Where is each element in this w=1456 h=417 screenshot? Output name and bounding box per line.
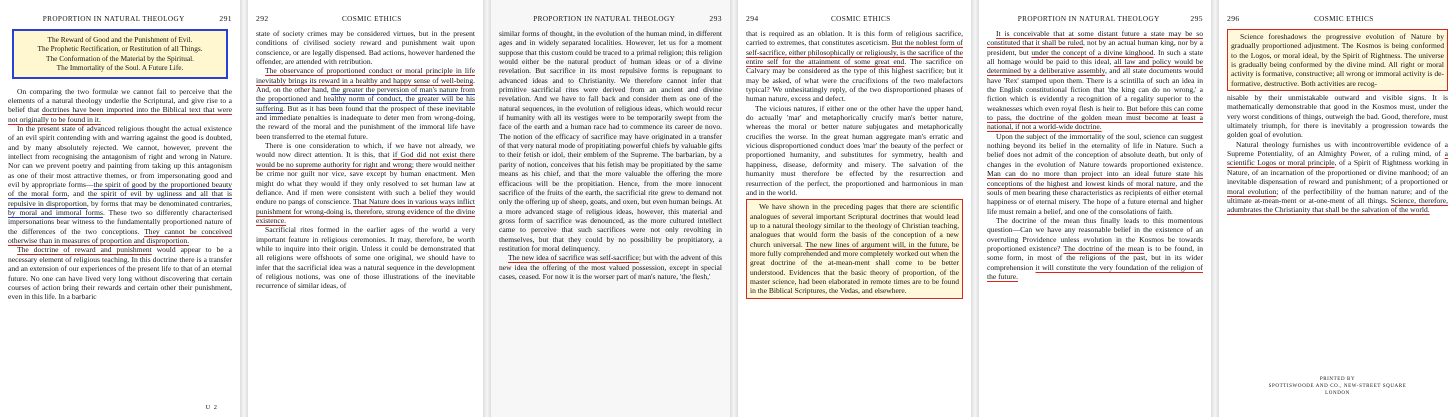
page-body [499,29,722,281]
page-body [256,29,475,291]
running-header-title: PROPORTION IN NATURAL THEOLOGY [42,15,185,23]
page-293 [491,0,730,417]
red-underlined-text: The new idea of sacrifice was self-sacrifice [508,253,639,263]
running-header [746,14,963,23]
paragraph [8,124,232,245]
text-run: We have shown in the preceding pages that there are scientific analogues of several important Scriptural doctrines that would lead up to a natural theology similar to the theology of Christian teaching, analogues that would form the basis of the conception of a new church universal. [750,202,959,249]
running-header-title: PROPORTION IN NATURAL THEOLOGY [1017,15,1160,23]
blue-underlined-text: the spirit of evil by ugliness and all that is repulsive in disproportion [8,189,232,208]
red-underlined-text: doctrines have been imported into the Biblical text that were not originally to be found in it. [8,105,232,124]
page-number: 295 [1190,14,1203,23]
text-run: ; there would neither be crime nor guilt nor vice, save except by human enactment. Men might do what they would if they only resolved to set human law at defiance. And if men were consistent with such a belief they would endure no pangs of conscience. [256,159,475,207]
paragraph [8,87,232,124]
page-gutter [1211,0,1219,417]
page-number: 293 [709,14,722,23]
running-header [499,14,722,23]
page-body [746,29,963,299]
text-run: ; but with the advent of this new idea the offering of the most valued possession, except in special cases, ceased. For now it is the worser part of man's nature, 'the flesh,' [499,253,722,281]
paragraph [987,29,1203,132]
text-run: Natural theology furnishes us with incontrovertible evidence of a Supreme Potentiality, of an Almighty Power, of a ruling mind, of [1227,139,1448,159]
paragraph [256,141,475,225]
paragraph [256,66,475,141]
summary-line: The Reward of Good and the Punishment of Evil. [47,35,193,44]
red-underlined-text: That Nature does in various ways inflict punishment for wrong-doing is, therefore, strong evidence of the divine existence. [256,197,475,225]
red-underlined-text: The doctrine of reward and punishment [17,245,152,255]
page-291 [0,0,240,417]
red-underlined-text: But the noblest form of self-sacrifice, either philosophically or religiously, is the sacrifice of the entire self for the attainment of some great end [746,38,963,67]
page-number: 291 [219,14,232,23]
running-header [8,14,232,23]
text-run: There is one consideration to which, if we have not already, we would now direct attention. It is this, that [256,141,475,160]
blue-underlined-text: by moral and immoral forms [8,208,103,218]
printer-imprint [1219,376,1456,397]
imprint-line: SPOTTISWOODE AND CO., NEW-STREET SQUARE [1268,384,1407,389]
highlighted-summary-box [12,29,228,79]
blue-underlined-text: the greater the perversion of man's nature from the proportioned and healthy norm of conduct, the greater will be his suffering [256,85,475,113]
page-number: 292 [256,14,269,23]
red-highlight-box [746,199,963,298]
text-run: , not by an actual human king, nor by a president, but [987,38,1203,57]
red-underlined-text: The observance of proportioned conduct or moral principle in life inevitably brings its reward in a healthy and happy sense of well-being [256,66,475,85]
text-run: , of a Spirit of Rightness working in Nature, of an incarnation of the proportioned or divine manhood; of an inevitable dispensation of reward and punishment; of a proportioned or [1227,158,1448,187]
page-body [8,87,232,302]
paragraph: similar forms of thought, in the evolution of the human mind, in different ages and in widely separated localities. However, let us for a moment suppose that this custom could be traced to a primal religion; this religion would either be the natural product of human ideas or of a divine revelation. But sacrifice in its most repulsive forms is repugnant to advanced ideas and to Christianity. We therefore cannot infer that primitive sacrificial rites were derived from an ancient and divine revelation. And we have to fall back and consider them as one of the natural sequences, in the evolution of religious ideas, which would recur if humanity with all its vestiges were to be temporarily swept from the face of the earth and a human race had to commence its career de novo. The notion of the efficacy of sacrifice may have originated in a transfer of that very natural mode of propitiating powerful chiefs by valuable gifts to their fetish or idol, their emblem of the Supreme. The barbarian, by a parity of notion, conceives that his fetish may be propitiated by the same means as his chief, and that the more valuable the offering the more efficacious will be the propitiation. Hence, from the more innocent sacrifice of the fruits of the earth, the sacrificial rite grew to demand not only the offering up of sheep, goats, and oxen, but even human beings. At a more advanced stage of religious ideas, however, this material and gross form of sacrifice was denounced, as the more cultured intellect came to perceive that such sacrifices were not only revolting in themselves, but that they could by no possibility be propitiatory, a restitution for moral delinquency. [499,29,722,253]
paragraph [8,245,232,301]
red-underlined-text: It is conceivable that at some distant future a state may be so constituted that it [987,29,1203,48]
text-run: The doctrine of the mean thus finally leads to this momentous question—Can we have any reasonable belief in the existence of an overruling Providence unless evolution in the Kosmos be towards proportioned existence? [987,215,1203,253]
red-highlight-box [1227,29,1448,91]
paragraph: nisable by their unmistakable outward and visible signs. It is mathematically demonstrable that good in the Kosmos must, under the very worst conditions of things, outweigh the bad. Good, therefore, must ultimately triumph, for there is inevitably a progression towards the golden goal of evolution. [1227,93,1448,140]
text-run: . In such a state all homage would be paid to this ideal, [987,47,1204,67]
page-294 [738,0,971,417]
red-underlined-text: moral evolution [1227,186,1277,196]
text-run: is to be found, in some form, in most of the religions of the past, but in its wider comprehension [987,243,1204,272]
text-run: Upon the subject of the immortality of the soul, science can suggest nothing beyond its belief in the eternality of life in Nature. Such a belief does not admit of the conception of absolute death, but only of changes in the evolution of Nature towards proportioned existence. [987,131,1203,169]
red-underlined-text: The doctrine of the mean [1063,243,1145,253]
text-run: , and [67,189,88,199]
red-underlined-text: a scientific Logos or moral principle [1227,149,1448,168]
page-number: 294 [746,14,759,23]
text-run: . But as it has been found that the prospect of these inevitable and immediate penalties is inadequate to deter men from wrong-doing, the reward of the moral and the punishment of the immoral life have been transferred to the eternal future. [256,103,475,141]
text-run: . These two so differently characterised impersonations bear witness to the fundamentally proportioned nature of the differences of the two conceptions. [8,208,232,236]
red-underlined-text: Science, therefore, adumbrates the Christianity that shall be the salvation of the world. [1227,195,1448,215]
running-header-title: COSMIC ETHICS [1313,15,1374,23]
text-run: ; of the perfectibility of the human nature; and of the ultimate at-mean-ment or at-one-ment of all things. [1227,186,1449,205]
text-run: be more fully comprehended and more completely worked out when the great doctrine of the at-mean-ment shall come to be better understood. Evidences that the basic theory of proportion, of the master science, had been elaborated in remote times are to be found in the Biblical Scriptures, the Vedas, and elsewhere. [750,239,959,296]
text-run: , and all state documents would have 'Rex' stamped upon them. There is a scintilla of such an idea in the English constitutional fiction that 'the king can do no wrong,' a fiction which is evidently a recognition of a regality superior to the weaknesses which even royal flesh is heir to. [987,66,1203,113]
red-underlined-text: all law and policy would be determined by a deliberative assembly [987,57,1203,76]
text-run: . And, on the other hand, [256,75,475,95]
paragraph: state of society crimes may be considered virtues, but in the present conditions of civilised society reward and punishment wait upon conscience, or are legally dispensed. Bad actions, however hardened the offender, are attended with retribution. [256,29,475,67]
imprint-line: LONDON [1325,391,1350,396]
red-underlined-text: The new lines of argument will, in the future, [805,239,950,249]
summary-line: The Immortality of the Soul. A Future Life. [56,63,184,73]
text-run: that is required as an oblation. It is this form of religious sacrifice, carried to extremes, that constitutes asceticism. [746,29,963,48]
page-gutter [730,0,738,417]
running-header-title: COSMIC ETHICS [341,15,402,23]
text-run: would appear to be a necessary element of religious teaching. In this doctrine there is a transfer and an extension of our experiences of the present life to that of an eternal future. No one can have lived very long without discovering that certain courses of action bring their rewards and certain other their punishment, even in this life. In a barbaric [8,245,232,302]
page-gutter [483,0,491,417]
red-underlined-text: it will constitute the very foundation of the religion of the future. [987,262,1203,281]
page-number: 296 [1227,14,1240,23]
paragraph [499,253,722,281]
paragraph [987,216,1203,281]
signature-mark: U 2 [205,404,218,411]
red-underlined-text: shall be ruled [1041,38,1084,48]
red-underlined-text: But before this can come to pass, the doctrine of the golden mean must become at least a national, if not a world-wide doctrine. [987,103,1203,132]
paragraph [750,202,959,295]
red-underlined-text: They cannot be conceived otherwise than in measures of proportion and disproportion. [8,226,233,246]
running-header [1227,14,1448,23]
paragraph [987,132,1203,216]
paragraph: Sacrificial rites formed in the earlier ages of the world a very important feature in religious ceremonies. It may, therefore, be worth while to inquire into their origin. Unless it could be demonstrated that all religions were offshoots of some one original, we should have to infer that the sacrificial idea was a natural sequence in the development of religious notions, was one of those illustrations of the inevitable recurrence of similar ideas, of [256,225,475,291]
blue-underlined-text: the spirit of good by the proportioned beauty of the moral form [8,180,232,199]
text-run: , by forms that may be denominated contraries, [86,198,232,208]
page-gutter [971,0,979,417]
running-header [256,14,475,23]
page-body [1227,29,1448,215]
red-underlined-text: if God did not exist there would be no supreme authority for right and wrong [256,150,475,169]
text-run: . The sacrifice on Calvary may be considered as the type of this highest sacrifice; but it may be asked, of what were the crucifixions of the two malefactors typical? We unhesitatingly reply, of the two disproportioned phases of human nature, excess and defect. [746,57,963,104]
text-run: On comparing the two formulæ we cannot fail to perceive that the elements of a natural theology underlie the Scriptural, and give rise to a belief that [8,86,232,115]
text-run: , and the souls of men bearing these characteristics as recipients of either eternal happiness or of eternal misery. The hope of a future eternal and higher life must remain a belief, and one of the consolations of faith. [987,178,1203,216]
summary-line: The Conformation of the Material by the Spiritual. [46,53,194,63]
page-body [987,29,1203,281]
page-292 [248,0,483,417]
paragraph [746,29,963,104]
page-296 [1219,0,1456,417]
paragraph [1227,140,1448,215]
summary-line: The Prophetic Rectification, or Restitution of all Things. [37,44,203,54]
paragraph: Science foreshadows the progressive evolution of Nature by gradually proportioned adjustment. The Kosmos is being conformed to the Logos, or moral ideal, by the Spirit of Rightness. The universe is gradually being conformed by the divine mind. All right or moral activity is formative, constructive; all wrong or immoral activity is de-formative, destructive. Both activities are recog- [1231,32,1444,88]
page-gutter [240,0,248,417]
red-underlined-text: under the concept of a divine kinghood [1031,47,1154,57]
running-header-title: PROPORTION IN NATURAL THEOLOGY [533,15,676,23]
red-underlined-text: Man can do no more than project into an ideal future state his conceptions of the highest and lowest kinds of moral nature [987,169,1203,188]
text-run: In the present state of advanced religious thought the actual existence of an evil spirit contending with and warring against the good is doubted, and by many absolutely rejected. We cannot, however, prevent the intellect from recognising the antagonism of right and wrong in Nature. Nor can we prevent poetry and painting from taking up this antagonism as one of their most attractive themes, or from impersonating good and evil by appropriate forms— [8,124,232,190]
page-295 [979,0,1211,417]
paragraph: The vicious natures, if either one or the other have the upper hand, do actually 'mar' and metaphorically crucify man's better nature, whereas the moral or better nature subjugates and metaphorically crucifies the worse. In the great human aggregate man's erratic and vicious disproportioned conduct does 'mar' the beauty of the perfect or proportioned humanity, and substitutes for symmetry, health and happiness, disease, deformity and misery. The salvation of the humanity must therefore be effected by the resurrection and resurrection of the perfect, the proportioned and harmonious in man and in the world. [746,103,963,197]
running-header [987,14,1203,23]
running-header-title: COSMIC ETHICS [830,15,891,23]
imprint-line: PRINTED BY [1319,377,1356,382]
